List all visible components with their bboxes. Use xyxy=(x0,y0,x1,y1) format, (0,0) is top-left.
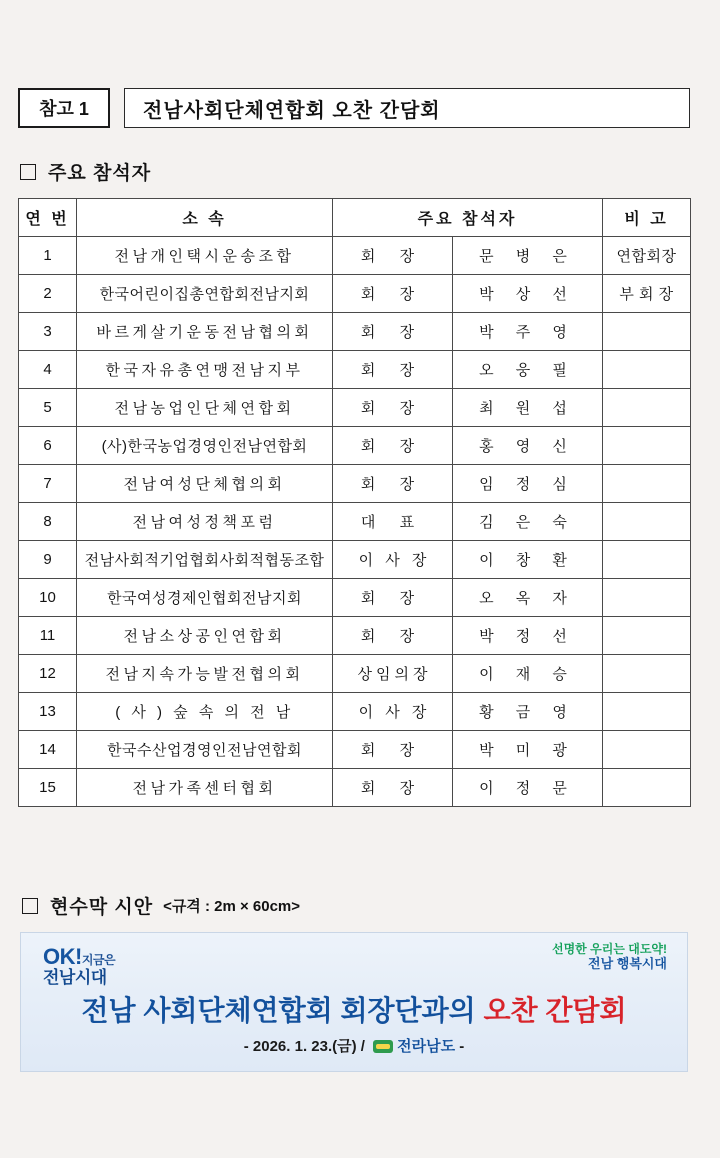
cell-note xyxy=(603,503,691,541)
cell-name: 이 정 문 xyxy=(453,769,603,807)
cell-title: 회 장 xyxy=(333,389,453,427)
participants-heading-label: 주요 참석자 xyxy=(48,163,152,184)
cell-note xyxy=(603,541,691,579)
jeonnamdo-logo-icon xyxy=(373,1040,393,1053)
ok-jeonnam-logo xyxy=(43,945,115,987)
banner-org-name: 전라남도 xyxy=(397,1038,456,1055)
cell-note xyxy=(603,769,691,807)
cell-org: 한국여성경제인협회전남지회 xyxy=(77,579,333,617)
cell-title: 회 장 xyxy=(333,731,453,769)
col-header-no: 연 번 xyxy=(19,199,77,237)
cell-org: 전남여성정책포럼 xyxy=(77,503,333,541)
cell-name: 임 정 심 xyxy=(453,465,603,503)
table-row xyxy=(19,541,691,579)
document-header xyxy=(18,88,690,128)
banner-mockup xyxy=(20,932,688,1072)
cell-no: 5 xyxy=(19,389,77,427)
banner-slogan xyxy=(552,943,667,972)
ok-logo-sub: 지금은 xyxy=(81,953,116,967)
cell-no: 15 xyxy=(19,769,77,807)
table-row xyxy=(19,655,691,693)
cell-org: 전남지속가능발전협의회 xyxy=(77,655,333,693)
cell-no: 13 xyxy=(19,693,77,731)
cell-note xyxy=(603,655,691,693)
participants-table-wrap xyxy=(18,198,690,807)
cell-note xyxy=(603,693,691,731)
cell-no: 11 xyxy=(19,617,77,655)
cell-note xyxy=(603,389,691,427)
cell-note: 부 회 장 xyxy=(603,275,691,313)
banner-spec-label: <규격 : 2m × 60cm> xyxy=(163,898,301,915)
cell-title: 회 장 xyxy=(333,427,453,465)
checkbox-bullet-icon xyxy=(22,898,38,914)
cell-no: 12 xyxy=(19,655,77,693)
cell-no: 9 xyxy=(19,541,77,579)
cell-title: 이 사 장 xyxy=(333,541,453,579)
table-row xyxy=(19,503,691,541)
cell-title: 이 사 장 xyxy=(333,693,453,731)
cell-name: 홍 영 신 xyxy=(453,427,603,465)
table-row xyxy=(19,693,691,731)
ok-logo-line2: 전남시대 xyxy=(43,967,107,987)
ok-logo-mark: OK! xyxy=(43,944,82,969)
cell-org: 전남소상공인연합회 xyxy=(77,617,333,655)
cell-note: 연합회장 xyxy=(603,237,691,275)
cell-note xyxy=(603,427,691,465)
cell-name: 황 금 영 xyxy=(453,693,603,731)
cell-note xyxy=(603,579,691,617)
cell-title: 회 장 xyxy=(333,579,453,617)
table-row xyxy=(19,617,691,655)
cell-name: 오 옥 자 xyxy=(453,579,603,617)
cell-note xyxy=(603,351,691,389)
cell-name: 최 원 섭 xyxy=(453,389,603,427)
reference-tag: 참고 1 xyxy=(18,88,110,128)
cell-title: 회 장 xyxy=(333,465,453,503)
cell-no: 2 xyxy=(19,275,77,313)
table-row xyxy=(19,427,691,465)
cell-name: 문 병 은 xyxy=(453,237,603,275)
cell-name: 박 상 선 xyxy=(453,275,603,313)
cell-title: 대 표 xyxy=(333,503,453,541)
table-row xyxy=(19,731,691,769)
slogan-line-2: 전남 행복시대 xyxy=(588,955,667,971)
cell-no: 14 xyxy=(19,731,77,769)
cell-org: ( 사 ) 숲 속 의 전 남 xyxy=(77,693,333,731)
table-row xyxy=(19,769,691,807)
cell-name: 이 창 환 xyxy=(453,541,603,579)
cell-no: 6 xyxy=(19,427,77,465)
cell-org: 전남여성단체협의회 xyxy=(77,465,333,503)
cell-org: 전남개인택시운송조합 xyxy=(77,237,333,275)
cell-org: 전남농업인단체연합회 xyxy=(77,389,333,427)
cell-org: 한국자유총연맹전남지부 xyxy=(77,351,333,389)
table-row xyxy=(19,351,691,389)
banner-date-text: - 2026. 1. 23.(금) / xyxy=(243,1038,370,1055)
table-row xyxy=(19,275,691,313)
cell-note xyxy=(603,731,691,769)
cell-note xyxy=(603,617,691,655)
cell-no: 1 xyxy=(19,237,77,275)
cell-org: (사)한국농업경영인전남연합회 xyxy=(77,427,333,465)
cell-title: 회 장 xyxy=(333,313,453,351)
cell-org: 바르게살기운동전남협의회 xyxy=(77,313,333,351)
col-header-org: 소 속 xyxy=(77,199,333,237)
cell-title: 회 장 xyxy=(333,617,453,655)
cell-name: 박 정 선 xyxy=(453,617,603,655)
table-row xyxy=(19,313,691,351)
banner-heading-label: 현수막 시안 xyxy=(50,897,154,918)
document-title: 전남사회단체연합회 오찬 간담회 xyxy=(124,88,690,128)
cell-org: 전남사회적기업협회사회적협동조합 xyxy=(77,541,333,579)
slogan-line-1: 선명한 우리는 대도약! xyxy=(552,942,667,956)
banner-section-heading xyxy=(22,892,300,919)
cell-org: 한국어린이집총연합회전남지회 xyxy=(77,275,333,313)
table-row xyxy=(19,465,691,503)
participants-table xyxy=(18,198,691,807)
cell-org: 전남가족센터협회 xyxy=(77,769,333,807)
cell-no: 3 xyxy=(19,313,77,351)
cell-name: 김 은 숙 xyxy=(453,503,603,541)
cell-name: 이 재 승 xyxy=(453,655,603,693)
table-row xyxy=(19,237,691,275)
col-header-note: 비 고 xyxy=(603,199,691,237)
banner-title-part2: 오찬 간담회 xyxy=(483,995,627,1026)
cell-title: 회 장 xyxy=(333,769,453,807)
cell-no: 10 xyxy=(19,579,77,617)
checkbox-bullet-icon xyxy=(20,164,36,180)
cell-name: 오 웅 필 xyxy=(453,351,603,389)
table-row xyxy=(19,389,691,427)
cell-title: 상임의장 xyxy=(333,655,453,693)
table-row xyxy=(19,579,691,617)
cell-title: 회 장 xyxy=(333,275,453,313)
cell-name: 박 미 광 xyxy=(453,731,603,769)
cell-note xyxy=(603,465,691,503)
banner-title-part1: 전남 사회단체연합회 회장단과의 xyxy=(81,995,484,1026)
col-header-participant: 주요 참석자 xyxy=(333,199,603,237)
participants-section-heading xyxy=(20,158,151,185)
cell-no: 4 xyxy=(19,351,77,389)
cell-no: 8 xyxy=(19,503,77,541)
table-header-row xyxy=(19,199,691,237)
banner-date-row xyxy=(21,1035,687,1056)
cell-org: 한국수산업경영인전남연합회 xyxy=(77,731,333,769)
banner-title xyxy=(21,989,687,1029)
cell-note xyxy=(603,313,691,351)
banner-date-suffix: - xyxy=(455,1038,465,1055)
cell-title: 회 장 xyxy=(333,237,453,275)
cell-name: 박 주 영 xyxy=(453,313,603,351)
cell-no: 7 xyxy=(19,465,77,503)
cell-title: 회 장 xyxy=(333,351,453,389)
